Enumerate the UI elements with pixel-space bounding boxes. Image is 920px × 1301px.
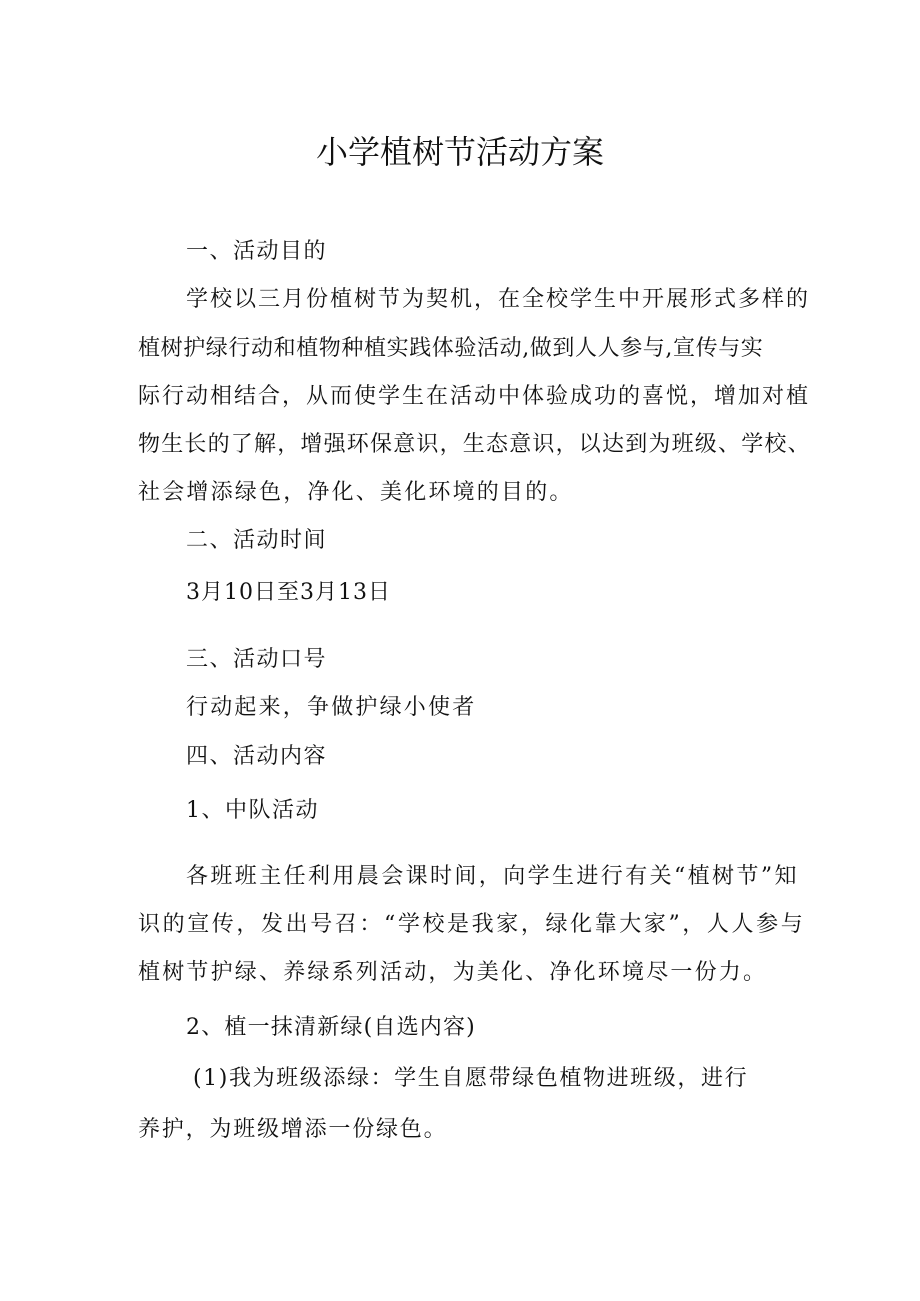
subsection-heading: 1、中队活动	[186, 798, 319, 823]
paragraph-line: 际行动相结合，从而使学生在活动中体验成功的喜悦，增加对植	[138, 384, 811, 409]
section-heading-content: 四、活动内容	[186, 744, 328, 769]
subsection-heading: 2、植一抹清新绿(自选内容)	[186, 1015, 476, 1040]
list-item-line: 养护，为班级增添一份绿色。	[138, 1117, 448, 1142]
section-heading-purpose: 一、活动目的	[186, 239, 328, 264]
paragraph-line: 植树节护绿、养绿系列活动，为美化、净化环境尽一份力。	[138, 960, 768, 985]
paragraph-line: 植树护绿行动和植物种植实践体验活动,做到人人参与,宣传与实	[138, 336, 764, 361]
paragraph-line: 各班班主任利用晨会课时间，向学生进行有关“植树节”知	[186, 864, 799, 889]
paragraph-line: 物生长的了解，增强环保意识，生态意识，以达到为班级、学校、	[138, 432, 811, 457]
activity-dates: 3月10日至3月13日	[186, 580, 391, 605]
section-heading-time: 二、活动时间	[186, 528, 328, 553]
document-title: 小学植树节活动方案	[315, 133, 604, 171]
paragraph-line: 识的宣传，发出号召：“学校是我家，绿化靠大家”，人人参与	[138, 912, 806, 937]
section-heading-slogan: 三、活动口号	[186, 647, 328, 672]
activity-slogan: 行动起来，争做护绿小使者	[186, 695, 477, 720]
paragraph-line: 学校以三月份植树节为契机，在全校学生中开展形式多样的	[186, 287, 811, 312]
paragraph-line: 社会增添绿色，净化、美化环境的目的。	[138, 480, 574, 505]
list-item-line: (1)我为班级添绿：学生自愿带绿色植物进班级，进行	[193, 1066, 749, 1091]
